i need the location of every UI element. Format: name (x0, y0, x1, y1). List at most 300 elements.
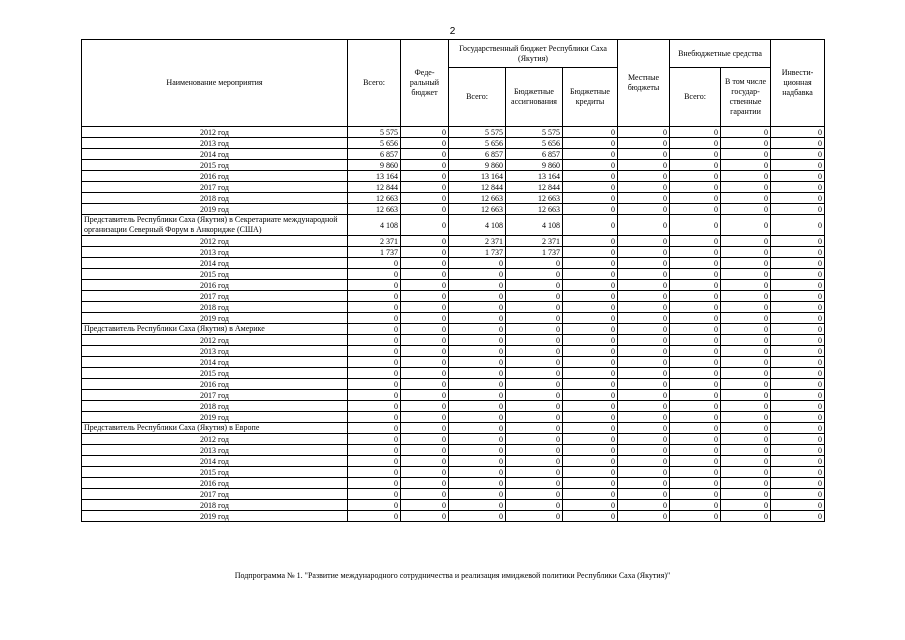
section-row (82, 324, 825, 335)
table-row (82, 149, 825, 160)
value-cell: 1 737 (348, 247, 401, 258)
value-cell: 0 (449, 379, 506, 390)
value-cell: 0 (670, 182, 721, 193)
value-cell: 9 860 (506, 160, 563, 171)
value-cell: 0 (401, 379, 449, 390)
value-cell: 0 (506, 291, 563, 302)
value-cell: 0 (670, 467, 721, 478)
value-cell: 0 (721, 182, 771, 193)
value-cell: 0 (771, 357, 825, 368)
value-cell: 0 (506, 258, 563, 269)
table-row (82, 379, 825, 390)
value-cell: 0 (348, 258, 401, 269)
section-row (82, 423, 825, 434)
table-row (82, 247, 825, 258)
value-cell: 0 (401, 193, 449, 204)
value-cell: 0 (401, 500, 449, 511)
value-cell: 0 (449, 302, 506, 313)
value-cell: 0 (348, 269, 401, 280)
header-assignations: Бюджетные ассигнования (506, 68, 563, 127)
value-cell: 0 (449, 489, 506, 500)
value-cell: 0 (721, 269, 771, 280)
value-cell: 13 164 (449, 171, 506, 182)
value-cell: 0 (563, 280, 618, 291)
value-cell: 0 (401, 335, 449, 346)
value-cell: 0 (449, 467, 506, 478)
value-cell: 0 (449, 401, 506, 412)
section-row (82, 215, 825, 236)
year-label: 2019 год (82, 511, 348, 522)
value-cell: 0 (506, 379, 563, 390)
value-cell: 0 (670, 346, 721, 357)
value-cell: 0 (563, 412, 618, 423)
value-cell: 0 (771, 247, 825, 258)
value-cell: 0 (506, 335, 563, 346)
value-cell: 0 (771, 138, 825, 149)
value-cell: 0 (449, 412, 506, 423)
value-cell: 0 (563, 346, 618, 357)
value-cell: 0 (401, 412, 449, 423)
value-cell: 12 663 (506, 193, 563, 204)
value-cell: 0 (401, 456, 449, 467)
value-cell: 0 (771, 489, 825, 500)
value-cell: 0 (670, 434, 721, 445)
value-cell: 0 (721, 204, 771, 215)
value-cell: 0 (618, 160, 670, 171)
value-cell: 0 (449, 456, 506, 467)
value-cell: 0 (670, 171, 721, 182)
value-cell: 0 (506, 346, 563, 357)
year-label: 2019 год (82, 412, 348, 423)
value-cell: 0 (721, 357, 771, 368)
value-cell: 0 (401, 511, 449, 522)
value-cell: 0 (506, 357, 563, 368)
value-cell: 0 (506, 390, 563, 401)
value-cell: 0 (670, 138, 721, 149)
value-cell: 0 (563, 127, 618, 138)
value-cell: 0 (721, 291, 771, 302)
value-cell: 0 (721, 280, 771, 291)
value-cell: 0 (401, 127, 449, 138)
value-cell: 0 (771, 236, 825, 247)
value-cell: 0 (449, 258, 506, 269)
value-cell: 0 (506, 467, 563, 478)
value-cell: 0 (348, 335, 401, 346)
value-cell: 0 (449, 335, 506, 346)
value-cell: 0 (721, 258, 771, 269)
value-cell: 0 (721, 149, 771, 160)
value-cell: 0 (506, 324, 563, 335)
value-cell: 0 (348, 423, 401, 434)
value-cell: 12 663 (449, 193, 506, 204)
value-cell: 0 (618, 258, 670, 269)
table-row (82, 445, 825, 456)
value-cell: 0 (506, 456, 563, 467)
value-cell: 0 (721, 346, 771, 357)
value-cell: 0 (449, 478, 506, 489)
value-cell: 0 (563, 149, 618, 160)
subprogram-footer: Подпрограмма № 1. "Развитие международного сотрудничества и реализация имиджевой политики Республики Саха (Якутия)" (234, 571, 671, 580)
year-label: 2017 год (82, 182, 348, 193)
table-row (82, 368, 825, 379)
value-cell: 0 (670, 236, 721, 247)
value-cell: 2 371 (506, 236, 563, 247)
value-cell: 0 (721, 511, 771, 522)
value-cell: 0 (670, 215, 721, 236)
value-cell: 0 (401, 204, 449, 215)
value-cell: 0 (670, 511, 721, 522)
value-cell: 0 (618, 423, 670, 434)
value-cell: 0 (401, 160, 449, 171)
value-cell: 0 (563, 313, 618, 324)
value-cell: 0 (721, 368, 771, 379)
value-cell: 0 (348, 412, 401, 423)
value-cell: 0 (401, 171, 449, 182)
value-cell: 0 (506, 401, 563, 412)
value-cell: 6 857 (449, 149, 506, 160)
value-cell: 0 (618, 346, 670, 357)
table-row (82, 357, 825, 368)
table-row (82, 138, 825, 149)
value-cell: 0 (348, 379, 401, 390)
value-cell: 0 (618, 236, 670, 247)
table-row (82, 467, 825, 478)
value-cell: 5 575 (506, 127, 563, 138)
value-cell: 0 (618, 280, 670, 291)
value-cell: 0 (670, 204, 721, 215)
value-cell: 0 (670, 401, 721, 412)
value-cell: 1 737 (506, 247, 563, 258)
value-cell: 0 (618, 401, 670, 412)
value-cell: 0 (721, 434, 771, 445)
value-cell: 0 (670, 368, 721, 379)
value-cell: 0 (618, 193, 670, 204)
value-cell: 0 (618, 149, 670, 160)
value-cell: 0 (348, 368, 401, 379)
value-cell: 5 575 (348, 127, 401, 138)
value-cell: 0 (771, 215, 825, 236)
value-cell: 0 (449, 434, 506, 445)
value-cell: 0 (771, 445, 825, 456)
value-cell: 0 (563, 247, 618, 258)
value-cell: 0 (721, 160, 771, 171)
value-cell: 0 (618, 171, 670, 182)
section-label: Представитель Республики Саха (Якутия) в Европе (82, 423, 348, 434)
value-cell: 0 (563, 368, 618, 379)
value-cell: 0 (401, 149, 449, 160)
value-cell: 0 (618, 467, 670, 478)
value-cell: 0 (721, 215, 771, 236)
value-cell: 0 (618, 478, 670, 489)
table-row (82, 258, 825, 269)
value-cell: 0 (618, 335, 670, 346)
value-cell: 0 (771, 258, 825, 269)
value-cell: 0 (618, 500, 670, 511)
value-cell: 0 (401, 258, 449, 269)
year-label: 2016 год (82, 171, 348, 182)
value-cell: 0 (618, 138, 670, 149)
value-cell: 0 (348, 511, 401, 522)
value-cell: 0 (771, 302, 825, 313)
value-cell: 0 (771, 467, 825, 478)
value-cell: 0 (670, 357, 721, 368)
value-cell: 0 (670, 193, 721, 204)
value-cell: 0 (401, 467, 449, 478)
value-cell: 0 (618, 324, 670, 335)
value-cell: 0 (771, 160, 825, 171)
value-cell: 0 (563, 390, 618, 401)
value-cell: 0 (506, 434, 563, 445)
value-cell: 0 (771, 313, 825, 324)
value-cell: 0 (771, 149, 825, 160)
value-cell: 0 (670, 379, 721, 390)
year-label: 2016 год (82, 478, 348, 489)
value-cell: 0 (348, 478, 401, 489)
value-cell: 0 (401, 423, 449, 434)
table-row (82, 193, 825, 204)
value-cell: 0 (449, 390, 506, 401)
value-cell: 0 (563, 445, 618, 456)
value-cell: 0 (506, 368, 563, 379)
value-cell: 0 (618, 434, 670, 445)
value-cell: 0 (348, 357, 401, 368)
value-cell: 0 (348, 456, 401, 467)
value-cell: 0 (670, 247, 721, 258)
header-local: Местные бюджеты (618, 40, 670, 127)
value-cell: 0 (563, 434, 618, 445)
value-cell: 0 (563, 302, 618, 313)
value-cell: 5 575 (449, 127, 506, 138)
value-cell: 12 844 (348, 182, 401, 193)
value-cell: 0 (348, 291, 401, 302)
value-cell: 13 164 (348, 171, 401, 182)
value-cell: 0 (618, 489, 670, 500)
value-cell: 0 (348, 401, 401, 412)
value-cell: 0 (506, 423, 563, 434)
value-cell: 4 108 (449, 215, 506, 236)
value-cell: 0 (618, 313, 670, 324)
value-cell: 0 (563, 160, 618, 171)
value-cell: 0 (618, 357, 670, 368)
value-cell: 0 (618, 412, 670, 423)
value-cell: 0 (449, 313, 506, 324)
value-cell: 0 (618, 269, 670, 280)
value-cell: 0 (563, 182, 618, 193)
value-cell: 1 737 (449, 247, 506, 258)
value-cell: 12 663 (449, 204, 506, 215)
value-cell: 0 (506, 269, 563, 280)
value-cell: 0 (721, 335, 771, 346)
header-credits: Бюджетные кредиты (563, 68, 618, 127)
value-cell: 0 (670, 291, 721, 302)
table-row (82, 434, 825, 445)
value-cell: 0 (670, 160, 721, 171)
value-cell: 0 (401, 489, 449, 500)
value-cell: 0 (721, 379, 771, 390)
value-cell: 0 (771, 204, 825, 215)
table-row (82, 160, 825, 171)
table-body (82, 127, 825, 522)
value-cell: 0 (506, 302, 563, 313)
header-name: Наименование мероприятия (82, 40, 348, 127)
value-cell: 12 663 (348, 204, 401, 215)
value-cell: 0 (721, 236, 771, 247)
value-cell: 0 (563, 489, 618, 500)
value-cell: 0 (563, 269, 618, 280)
value-cell: 0 (618, 302, 670, 313)
value-cell: 0 (721, 138, 771, 149)
value-cell: 0 (721, 193, 771, 204)
section-label: Представитель Республики Саха (Якутия) в Секретариате международной организации Северный Форум в Анкоридже (США) (82, 215, 348, 236)
value-cell: 0 (563, 138, 618, 149)
value-cell: 2 371 (348, 236, 401, 247)
value-cell: 5 656 (449, 138, 506, 149)
year-label: 2014 год (82, 456, 348, 467)
value-cell: 0 (670, 269, 721, 280)
year-label: 2017 год (82, 390, 348, 401)
value-cell: 0 (618, 291, 670, 302)
value-cell: 0 (401, 445, 449, 456)
value-cell: 0 (618, 127, 670, 138)
value-cell: 0 (401, 138, 449, 149)
section-label: Представитель Республики Саха (Якутия) в Америке (82, 324, 348, 335)
value-cell: 0 (771, 280, 825, 291)
value-cell: 0 (449, 500, 506, 511)
value-cell: 0 (401, 368, 449, 379)
table-row (82, 478, 825, 489)
year-label: 2017 год (82, 291, 348, 302)
value-cell: 0 (506, 478, 563, 489)
year-label: 2013 год (82, 346, 348, 357)
year-label: 2013 год (82, 247, 348, 258)
value-cell: 0 (721, 478, 771, 489)
value-cell: 0 (670, 478, 721, 489)
value-cell: 0 (563, 204, 618, 215)
value-cell: 0 (721, 127, 771, 138)
year-label: 2019 год (82, 204, 348, 215)
value-cell: 2 371 (449, 236, 506, 247)
header-total: Всего: (348, 40, 401, 127)
value-cell: 0 (563, 401, 618, 412)
value-cell: 0 (506, 511, 563, 522)
value-cell: 0 (771, 390, 825, 401)
value-cell: 0 (506, 489, 563, 500)
value-cell: 0 (401, 478, 449, 489)
value-cell: 0 (401, 236, 449, 247)
value-cell: 0 (401, 280, 449, 291)
value-cell: 0 (721, 456, 771, 467)
value-cell: 0 (618, 215, 670, 236)
value-cell: 0 (670, 324, 721, 335)
table-row (82, 489, 825, 500)
value-cell: 0 (449, 357, 506, 368)
value-cell: 0 (721, 247, 771, 258)
value-cell: 12 663 (348, 193, 401, 204)
value-cell: 0 (771, 269, 825, 280)
value-cell: 4 108 (506, 215, 563, 236)
table-row (82, 412, 825, 423)
value-cell: 0 (506, 280, 563, 291)
value-cell: 0 (348, 346, 401, 357)
value-cell: 6 857 (348, 149, 401, 160)
value-cell: 0 (401, 215, 449, 236)
value-cell: 0 (563, 335, 618, 346)
value-cell: 0 (670, 127, 721, 138)
value-cell: 0 (506, 412, 563, 423)
table-row (82, 500, 825, 511)
year-label: 2013 год (82, 445, 348, 456)
value-cell: 0 (618, 247, 670, 258)
value-cell: 0 (449, 368, 506, 379)
table-row (82, 127, 825, 138)
value-cell: 0 (348, 500, 401, 511)
value-cell: 12 844 (506, 182, 563, 193)
value-cell: 0 (670, 456, 721, 467)
value-cell: 0 (670, 500, 721, 511)
header-state-budget: Государственный бюджет Республики Саха (Якутия) (449, 40, 618, 68)
value-cell: 0 (771, 379, 825, 390)
year-label: 2018 год (82, 302, 348, 313)
value-cell: 0 (721, 412, 771, 423)
table-row (82, 390, 825, 401)
header-federal: Феде- ральный бюджет (401, 40, 449, 127)
value-cell: 0 (721, 401, 771, 412)
value-cell: 0 (721, 390, 771, 401)
table-row (82, 401, 825, 412)
value-cell: 0 (670, 390, 721, 401)
value-cell: 0 (721, 324, 771, 335)
page-number: 2 (449, 26, 456, 37)
table-row (82, 291, 825, 302)
value-cell: 0 (618, 379, 670, 390)
value-cell: 0 (670, 423, 721, 434)
value-cell: 0 (563, 236, 618, 247)
value-cell: 0 (348, 302, 401, 313)
value-cell: 0 (563, 511, 618, 522)
value-cell: 0 (563, 357, 618, 368)
value-cell: 0 (771, 456, 825, 467)
year-label: 2018 год (82, 401, 348, 412)
value-cell: 0 (348, 434, 401, 445)
value-cell: 0 (401, 390, 449, 401)
value-cell: 0 (563, 478, 618, 489)
value-cell: 12 663 (506, 204, 563, 215)
value-cell: 0 (670, 149, 721, 160)
year-label: 2012 год (82, 335, 348, 346)
value-cell: 0 (348, 390, 401, 401)
value-cell: 0 (449, 346, 506, 357)
value-cell: 0 (449, 445, 506, 456)
year-label: 2015 год (82, 269, 348, 280)
value-cell: 0 (401, 346, 449, 357)
value-cell: 0 (670, 280, 721, 291)
value-cell: 0 (563, 467, 618, 478)
value-cell: 0 (449, 511, 506, 522)
header-invest: Инвести-ционная надбавка (771, 40, 825, 127)
value-cell: 0 (401, 291, 449, 302)
value-cell: 0 (401, 313, 449, 324)
value-cell: 0 (618, 511, 670, 522)
value-cell: 0 (721, 500, 771, 511)
value-cell: 0 (348, 467, 401, 478)
header-extra-guarantees: В том числе государ-ственные гарантии (721, 68, 771, 127)
value-cell: 0 (348, 324, 401, 335)
value-cell: 0 (506, 500, 563, 511)
value-cell: 0 (563, 324, 618, 335)
value-cell: 0 (563, 456, 618, 467)
header-extra: Внебюджетные средства (670, 40, 771, 68)
budget-table (81, 39, 825, 522)
